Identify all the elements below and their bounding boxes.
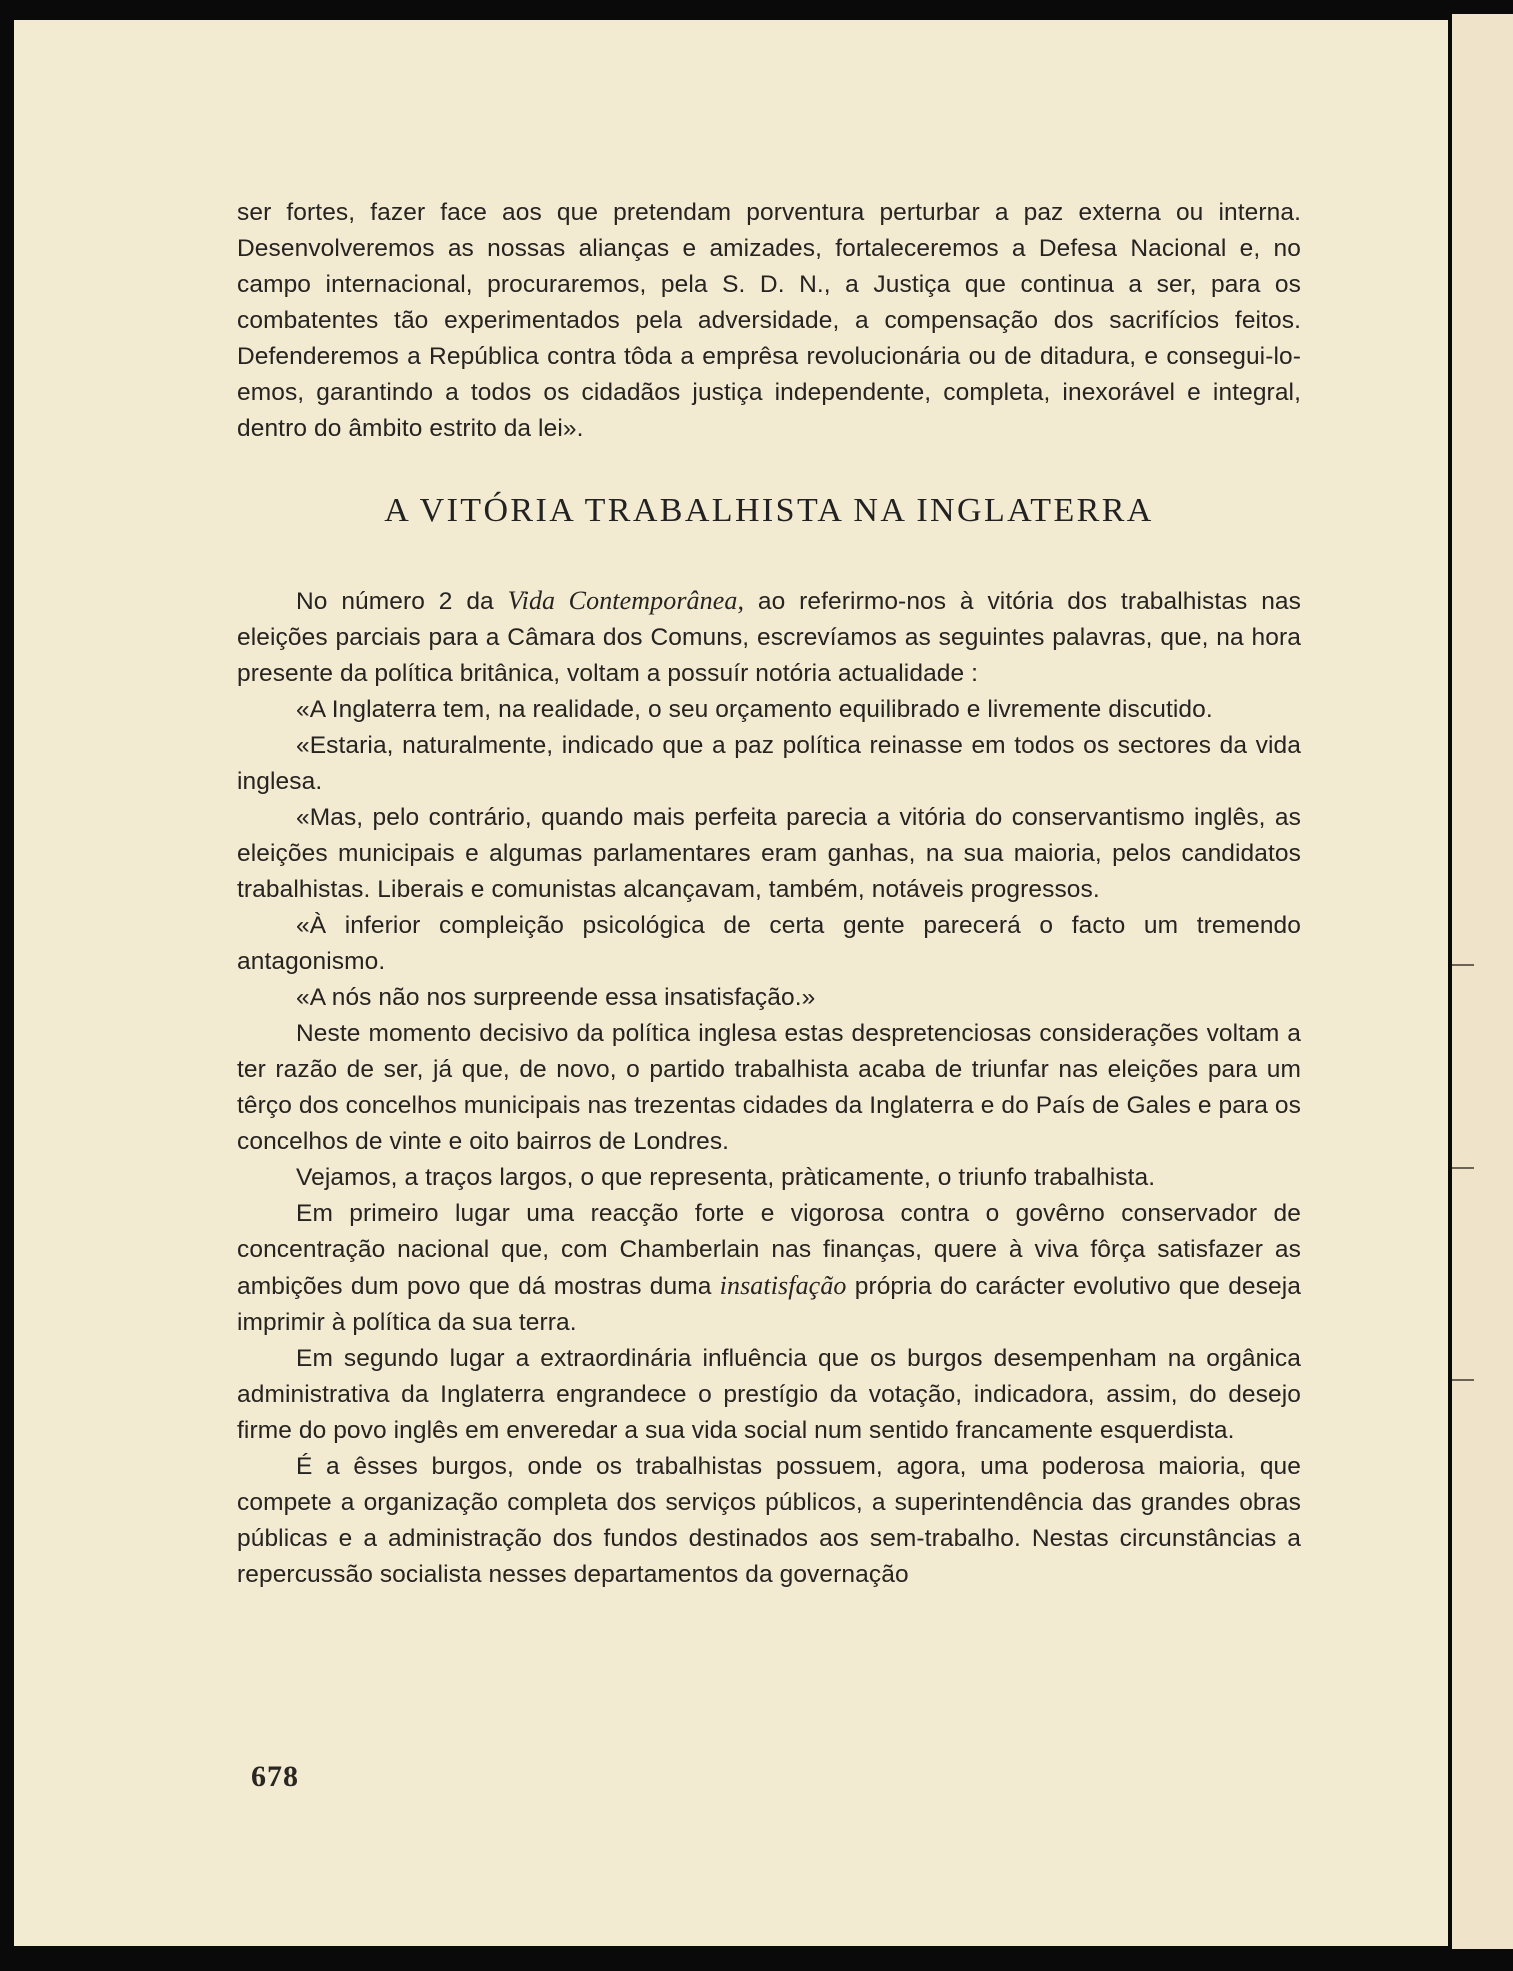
adjacent-page-edge [1452,14,1513,1949]
paragraph-9 [237,1196,1301,1341]
paragraph-3: «Estaria, naturalmente, indicado que a paz política reinasse em todos os sectores da vida inglesa. [237,732,1301,795]
paragraph-1-start: No número 2 da [296,588,508,615]
page-edge-mark [1452,1167,1474,1169]
book-page [14,20,1448,1946]
paragraph-1-end: ao referirmo-nos à vitória dos trabalhistas nas eleições parciais para a Câmara dos Comuns, escrevíamos as seguintes palavras, que, na hora presente da política britânica, voltam a possuír notória actualidade : [237,588,1301,687]
paragraph-7: Neste momento decisivo da política inglesa estas despretenciosas considerações voltam a ter razão de ser, já que, de novo, o partido trabalhista acaba de triunfar nas eleições para um têrço dos concelhos municipais nas trezentas cidades da Inglaterra e do País de Gales e para os concelhos de vinte e oito bairros de Londres. [237,1020,1301,1155]
emphasized-word: insatisfação [719,1271,847,1300]
magazine-title: Vida Contemporânea, [507,586,745,615]
text-column [237,195,1301,1593]
paragraph-4: «Mas, pelo contrário, quando mais perfeita parecia a vitória do conservantismo inglês, as eleições municipais e algumas parlamentares eram ganhas, na sua maioria, pelos candidatos trabalhistas. Liberais e comunistas alcançavam, também, notáveis progressos. [237,804,1301,903]
paragraph-8: Vejamos, a traços largos, o que representa, pràticamente, o triunfo trabalhista. [296,1164,1156,1191]
paragraph-5: «À inferior compleição psicológica de certa gente parecerá o facto um tremendo antagonismo. [237,912,1301,975]
page-number: 678 [251,1760,299,1793]
intro-paragraph: ser fortes, fazer face aos que pretendam porventura perturbar a paz externa ou interna. Desenvolveremos as nossas alianças e amizades, fortaleceremos a Defesa Nacional e, no campo internacional, procuraremos, pela S. D. N., a Justiça que continua a ser, para os combatentes tão experimentados pela adversidade, a compensação dos sacrifícios feitos. Defenderemos a República contra tôda a emprêsa revolucionária ou de ditadura, e consegui-lo-emos, garantindo a todos os cidadãos justiça independente, completa, inexorável e integral, dentro do âmbito estrito da lei». [237,199,1301,442]
paragraph-2: «A Inglaterra tem, na realidade, o seu orçamento equilibrado e livremente discutido. [296,696,1213,723]
paragraph-11: É a êsses burgos, onde os trabalhistas possuem, agora, uma poderosa maioria, que compete a organização completa dos serviços públicos, a superintendência das grandes obras públicas e a administração dos fundos destinados aos sem-trabalho. Nestas circunstâncias a repercussão socialista nesses departamentos da governação [237,1453,1301,1588]
paragraph-9-end: própria do carácter evolutivo que deseja imprimir à política da sua terra. [237,1273,1301,1336]
paragraph-1 [237,583,1301,692]
paragraph-10: Em segundo lugar a extraordinária influência que os burgos desempenham na orgânica administrativa da Inglaterra engrandece o prestígio da votação, indicadora, assim, do desejo firme do povo inglês em enveredar a sua vida social num sentido francamente esquerdista. [237,1345,1301,1444]
page-edge-mark [1452,964,1474,966]
article-heading: A VITÓRIA TRABALHISTA NA INGLATERRA [384,492,1154,529]
paragraph-9-start: Em primeiro lugar uma reacção forte e vigorosa contra o govêrno conservador de concentração nacional que, com Chamberlain nas finanças, quere à viva fôrça satisfazer as ambições dum povo que dá mostras duma [237,1200,1301,1300]
paragraph-6: «A nós não nos surpreende essa insatisfação.» [296,984,816,1011]
page-edge-mark [1452,1379,1474,1381]
